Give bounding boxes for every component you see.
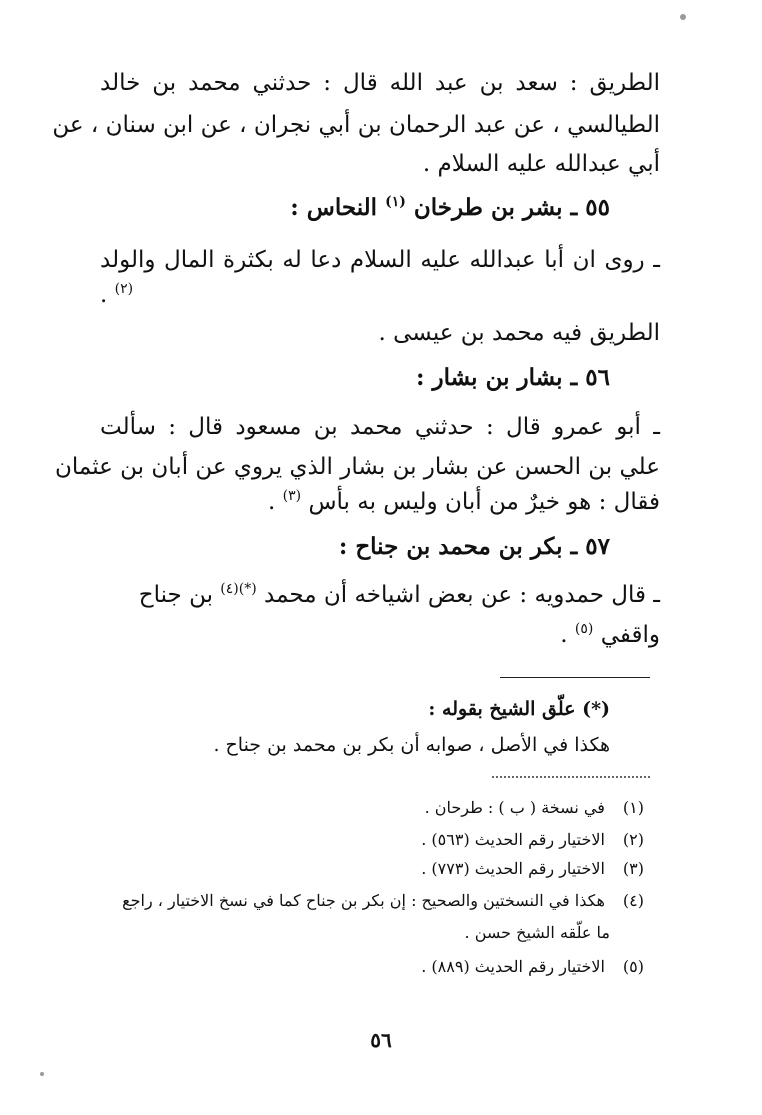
- footnote-number: (٥): [622, 957, 644, 976]
- footnote-item: [122, 890, 644, 912]
- footnote-ref: (٢): [114, 281, 134, 297]
- scan-speck: [40, 1072, 44, 1076]
- page-number: ٥٦: [370, 1028, 392, 1052]
- dotted-separator: [492, 776, 650, 778]
- footnote-text: الاختيار رقم الحديث (٨٨٩) .: [421, 957, 605, 976]
- footnote-text: الاختيار رقم الحديث (٧٧٣) .: [421, 859, 605, 878]
- footnote-number: (٢): [622, 830, 644, 849]
- text-line: أبي عبدالله عليه السلام .: [422, 151, 660, 177]
- text-line: [268, 487, 660, 520]
- text-line: الطريق : سعد بن عبد الله قال : حدثني محمد بن خالد: [100, 70, 660, 96]
- text-line: ـ روى ان أبا عبدالله عليه السلام دعا له بكثرة المال والولد: [100, 247, 660, 273]
- commentary-title: (*) علّق الشيخ بقوله :: [428, 698, 610, 720]
- footnote-ref: (٣): [282, 488, 302, 504]
- entry-title-suffix: النحاس :: [290, 194, 378, 221]
- footnote-number: (٣): [622, 859, 644, 878]
- scan-speck: [680, 14, 686, 20]
- footnote-text: في نسخة ( ب ) : طرحان .: [424, 798, 605, 817]
- footnote-item: [421, 858, 644, 880]
- text-span: واقفي: [600, 622, 660, 648]
- sentence-end: .: [100, 282, 108, 308]
- footnote-text: هكذا في النسختين والصحيح : إن بكر بن جناح كما في نسخ الاختيار ، راجع: [122, 891, 605, 910]
- text-span: بن جناح: [138, 582, 213, 608]
- text-line: الطيالسي ، عن عبد الرحمان بن أبي نجران ، عن ابن سنان ، عن: [52, 112, 660, 138]
- separator-line: [500, 677, 650, 678]
- footnote-item: [421, 829, 644, 851]
- text-line: [100, 280, 133, 313]
- entry-title: ٥٥ ـ بشر بن طرخان: [413, 194, 610, 221]
- sentence-end: .: [268, 489, 276, 515]
- commentary-text: هكذا في الأصل ، صوابه أن بكر بن محمد بن جناح .: [213, 734, 610, 756]
- footnote-item: [425, 797, 644, 819]
- text-line: [139, 580, 660, 613]
- footnote-ref: (٥): [574, 621, 594, 637]
- text-line: ـ أبو عمرو قال : حدثني محمد بن مسعود قال : سألت: [100, 414, 660, 440]
- footnote-item: [421, 956, 644, 978]
- text-line: علي بن الحسن عن بشار بن بشار الذي يروي عن أبان بن عثمان: [55, 454, 660, 480]
- text-span: ـ قال حمدويه : عن بعض اشياخه أن محمد: [264, 582, 660, 608]
- text-line: [560, 620, 660, 653]
- footnote-number: (١): [622, 798, 644, 817]
- footnote-ref: (*)(٤): [220, 581, 257, 597]
- footnote-number: (٤): [622, 891, 644, 910]
- entry-heading: ٥٦ ـ بشار بن بشار :: [416, 364, 610, 391]
- footnote-text: الاختيار رقم الحديث (٥٦٣) .: [421, 830, 605, 849]
- entry-heading: [290, 193, 610, 226]
- text-span: فقال : هو خيرٌ من أبان وليس به بأس: [308, 489, 660, 515]
- footnote-ref: (١): [385, 194, 406, 210]
- footnote-continuation: ما علّقه الشيخ حسن .: [464, 923, 610, 942]
- text-line: الطريق فيه محمد بن عيسى .: [378, 320, 660, 346]
- entry-heading: ٥٧ ـ بكر بن محمد بن جناح :: [338, 533, 610, 560]
- sentence-end: .: [560, 622, 568, 648]
